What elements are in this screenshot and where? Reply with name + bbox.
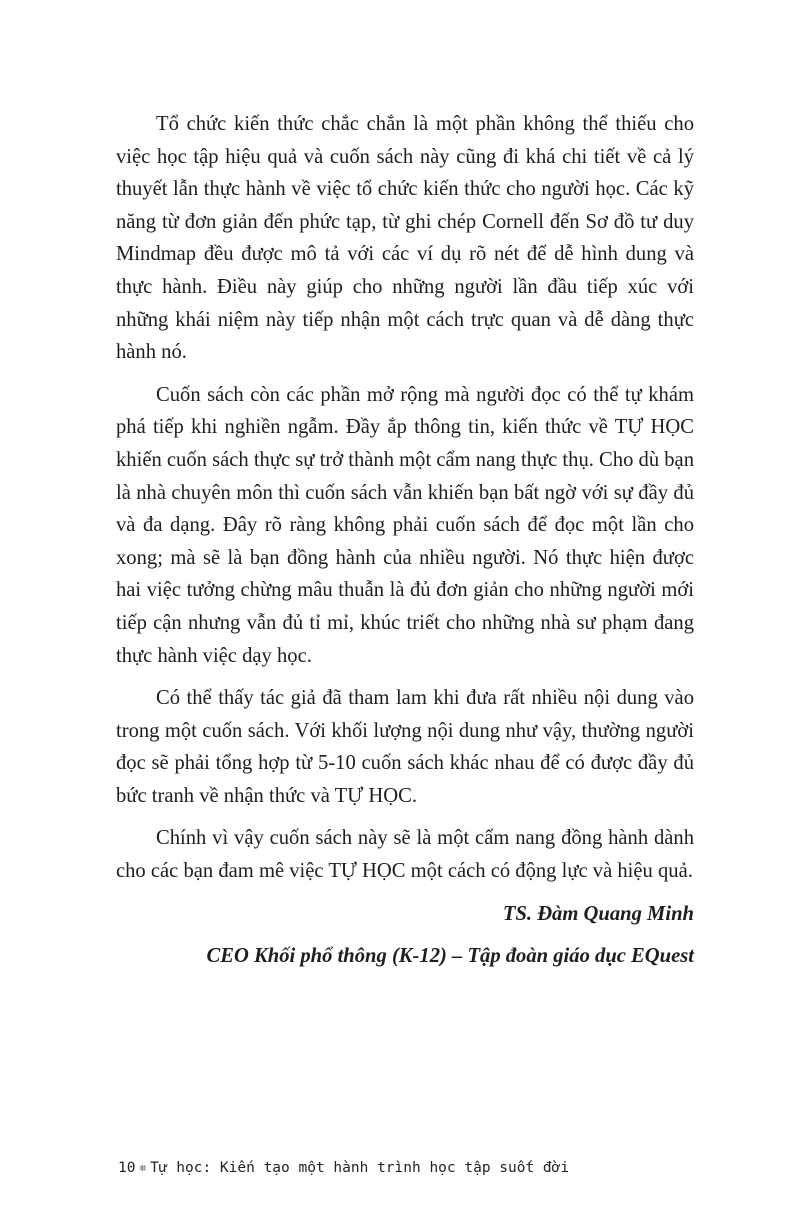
body-text: [116, 108, 694, 973]
page-footer: [118, 1160, 569, 1176]
page-number: 10: [118, 1160, 136, 1176]
paragraph-4: Chính vì vậy cuốn sách này sẽ là một cẩm nang đồng hành dành cho các bạn đam mê việc TỰ HỌC một cách có động lực và hiệu quả.: [116, 827, 694, 883]
running-title: Tự học: Kiến tạo một hành trình học tập suốt đời: [150, 1160, 570, 1176]
paragraph-3: Có thể thấy tác giả đã tham lam khi đưa rất nhiều nội dung vào trong một cuốn sách. Với khối lượng nội dung như vậy, thường người đọc sẽ phải tổng hợp từ 5-10 cuốn sách khác nhau để có được đầy đủ bức tranh về nhận thức và TỰ HỌC.: [116, 687, 694, 807]
signature-name: TS. Đàm Quang Minh: [502, 902, 694, 925]
signature-title: CEO Khối phổ thông (K-12) – Tập đoàn giáo dục EQuest: [206, 945, 694, 968]
paragraph-2: Cuốn sách còn các phần mở rộng mà người đọc có thể tự khám phá tiếp khi nghiền ngẫm. Đầy ắp thông tin, kiến thức về TỰ HỌC khiến cuốn sách thực sự trở thành một cẩm nang thực thụ. Cho dù bạn là nhà chuyên môn thì cuốn sách vẫn khiến bạn bất ngờ với sự đầy đủ và đa dạng. Đây rõ ràng không phải cuốn sách để đọc một lần cho xong; mà sẽ là bạn đồng hành của nhiều người. Nó thực hiện được hai việc tưởng chừng mâu thuẫn là đủ đơn giản cho những người mới tiếp cận nhưng vẫn đủ tỉ mỉ, khúc triết cho những nhà sư phạm đang thực hành việc dạy học.: [116, 383, 694, 667]
paragraph-1: Tổ chức kiến thức chắc chắn là một phần không thể thiếu cho việc học tập hiệu quả và cuốn sách này cũng đi khá chi tiết về cả lý thuyết lẫn thực hành về việc tổ chức kiến thức cho người học. Các kỹ năng từ đơn giản đến phức tạp, từ ghi chép Cornell đến Sơ đồ tư duy Mindmap đều được mô tả với các ví dụ rõ nét để dễ hình dung và thực hành. Điều này giúp cho những người lần đầu tiếp xúc với những khái niệm này tiếp nhận một cách trực quan và dễ dàng thực hành nó.: [116, 113, 694, 364]
separator-ornament-icon: ❊: [139, 1161, 147, 1174]
